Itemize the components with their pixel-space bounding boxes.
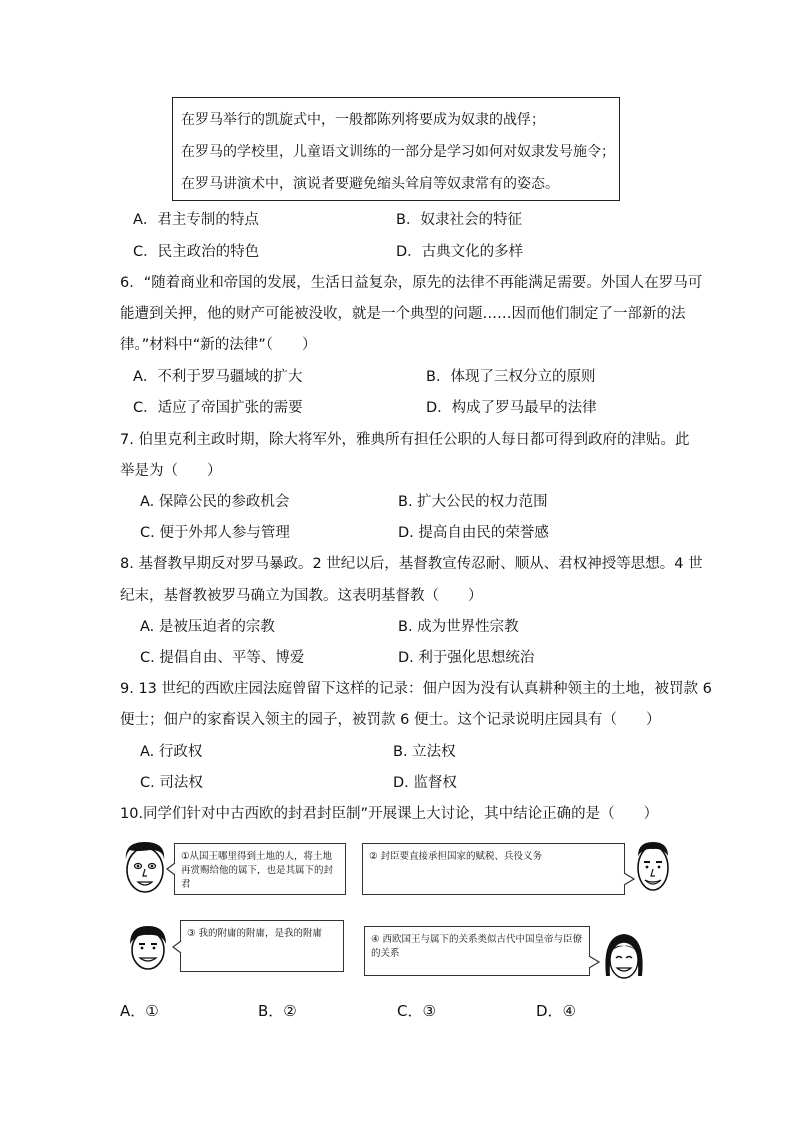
q7-option-b[interactable]: B. 扩大公民的权力范围 (398, 494, 548, 510)
q6-option-d[interactable]: D．构成了罗马最早的法律 (426, 400, 597, 416)
q8-option-d[interactable]: D. 利于强化思想统治 (398, 650, 535, 666)
student-face-4 (600, 930, 648, 986)
quote-line: 在罗马讲演术中，演说者要避免缩头耸肩等奴隶常有的姿态。 (181, 176, 559, 192)
q6-stem-line: 能遭到关押，他的财产可能被没收，就是一个典型的问题……因而他们制定了一部新的法 (120, 306, 686, 322)
q5-option-c[interactable]: C．民主政治的特色 (133, 244, 260, 260)
q7-stem-line: 7. 伯里克利主政时期，除大将军外，雅典所有担任公职的人每日都可得到政府的津贴。此 (120, 432, 690, 448)
q9-stem-line: 便士；佃户的家畜误入领主的园子，被罚款 6 便士。这个记录说明庄园具有（ ） (120, 712, 661, 728)
quote-line: 在罗马举行的凯旋式中，一般都陈列将要成为奴隶的战俘； (181, 112, 545, 128)
q7-option-c[interactable]: C. 便于外邦人参与管理 (140, 525, 290, 541)
student-face-2 (633, 838, 673, 900)
quote-box (172, 97, 620, 201)
bubble-tail-4 (588, 955, 600, 969)
q10-answer-b[interactable]: B．② (258, 1002, 297, 1020)
q6-stem-line: 律。”材料中“新的法律”（ ） (120, 337, 317, 353)
q10-answer-a[interactable]: A．① (120, 1002, 159, 1020)
bubble-text-1: ①从国王哪里得到土地的人，将土地再赏赐给他的属下，也是其属下的封君 (181, 851, 334, 890)
student-face-3 (126, 922, 170, 974)
q8-option-c[interactable]: C. 提倡自由、平等、博爱 (140, 650, 305, 666)
q7-option-d[interactable]: D. 提高自由民的荣誉感 (398, 525, 549, 541)
bubble-tail-3 (172, 940, 182, 954)
student-face-1 (120, 838, 170, 898)
speech-bubble-1 (174, 843, 346, 895)
q6-stem-line: 6．“随着商业和帝国的发展，生活日益复杂，原先的法律不再能满足需要。外国人在罗马可 (120, 275, 703, 291)
q6-option-c[interactable]: C．适应了帝国扩张的需要 (133, 400, 303, 416)
q9-option-c[interactable]: C. 司法权 (140, 775, 203, 791)
q5-option-d[interactable]: D．古典文化的多样 (396, 244, 524, 260)
q5-option-b[interactable]: B．奴隶社会的特征 (396, 212, 522, 228)
q10-answer-c[interactable]: C．③ (397, 1002, 436, 1020)
q9-stem-line: 9. 13 世纪的西欧庄园法庭曾留下这样的记录：佃户因为没有认真耕种领主的土地，被罚款 6 (120, 681, 712, 697)
speech-bubble-2 (362, 843, 625, 895)
bubble-text-2: ② 封臣要直接承担国家的赋税、兵役义务 (369, 851, 543, 862)
q8-option-b[interactable]: B. 成为世界性宗教 (398, 619, 519, 635)
q9-option-a[interactable]: A. 行政权 (140, 744, 203, 760)
bubble-text-4: ④ 西欧国王与属下的关系类似古代中国皇帝与臣僚的关系 (371, 934, 583, 959)
speech-bubble-3 (180, 920, 344, 972)
q10-stem: 10.同学们针对中古西欧的封君封臣制”开展课上大讨论，其中结论正确的是（ ） (120, 806, 659, 822)
q8-stem-line: 纪末，基督教被罗马确立为国教。这表明基督教（ ） (120, 588, 483, 604)
q7-stem-line: 举是为（ ） (120, 463, 222, 479)
q5-option-a[interactable]: A．君主专制的特点 (133, 212, 259, 228)
speech-bubble-4 (364, 926, 590, 976)
q8-stem-line: 8. 基督教早期反对罗马暴政。2 世纪以后，基督教宣传忍耐、顺从、君权神授等思想。4 世 (120, 556, 703, 572)
bubble-tail-1 (166, 862, 176, 876)
q6-option-b[interactable]: B．体现了三权分立的原则 (426, 369, 596, 385)
q6-option-a[interactable]: A．不利于罗马疆域的扩大 (133, 369, 303, 385)
q9-option-b[interactable]: B. 立法权 (393, 744, 456, 760)
q9-option-d[interactable]: D. 监督权 (393, 775, 457, 791)
bubble-text-3: ③ 我的附庸的附庸，是我的附庸 (187, 928, 323, 939)
q10-answer-d[interactable]: D．④ (536, 1002, 576, 1020)
q7-option-a[interactable]: A. 保障公民的参政机会 (140, 494, 290, 510)
q8-option-a[interactable]: A. 是被压迫者的宗教 (140, 619, 275, 635)
quote-line: 在罗马的学校里，儿童语文训练的一部分是学习如何对奴隶发号施令； (181, 144, 615, 160)
